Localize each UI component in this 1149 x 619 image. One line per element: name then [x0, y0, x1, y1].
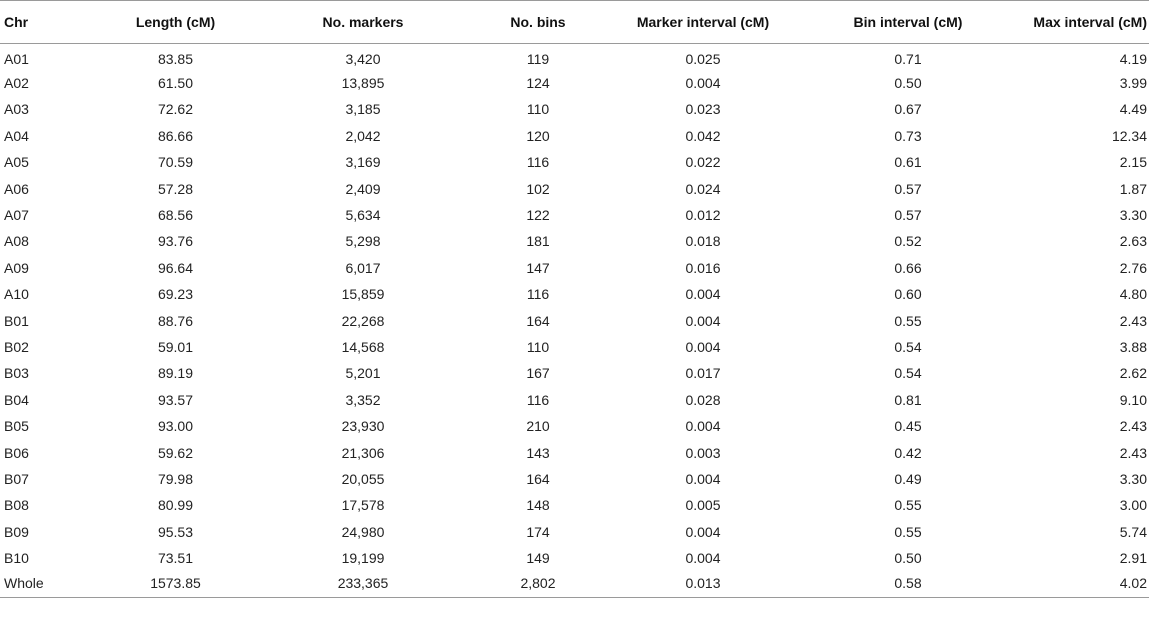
cell-max-interval: 2.91 [1119, 550, 1147, 567]
cell-markers: 2,409 [345, 180, 381, 197]
header-cell-length: Length (cM) [88, 1, 263, 44]
cell-max-interval: 9.10 [1119, 391, 1147, 408]
cell-markers: 19,199 [341, 550, 385, 567]
cell-markers: 3,169 [345, 154, 381, 171]
cell-bins: 149 [526, 550, 550, 567]
cell-markers: 2,042 [345, 127, 381, 144]
cell-marker-interval: 0.013 [613, 571, 793, 597]
cell-marker-interval: 0.024 [685, 180, 721, 197]
cell-bin-interval: 0.55 [894, 312, 922, 329]
cell-length: 93.76 [157, 233, 194, 250]
cell-max-interval: 2.43 [1119, 444, 1147, 461]
cell-bin-interval: 0.57 [894, 180, 922, 197]
cell-length: 57.28 [157, 180, 194, 197]
cell-bins: 210 [526, 418, 550, 435]
cell-bins: 122 [526, 207, 550, 224]
table-row [0, 96, 1149, 122]
table-row [0, 439, 1149, 465]
cell-bins: 119 [526, 50, 550, 67]
cell-length: 59.01 [157, 338, 194, 355]
cell-marker-interval: 0.004 [685, 550, 721, 567]
table-row [0, 492, 1149, 518]
cell-bin-interval: 0.61 [894, 154, 922, 171]
cell-max-interval: 3.30 [1119, 207, 1147, 224]
cell-bin-interval: 0.81 [894, 391, 922, 408]
cell-chr: B06 [4, 444, 29, 461]
table-row [0, 123, 1149, 149]
cell-bins: 110 [526, 101, 550, 118]
cell-marker-interval: 0.018 [685, 233, 721, 250]
table-row [0, 149, 1149, 175]
table-row [0, 307, 1149, 333]
cell-bins: 174 [526, 523, 550, 540]
cell-length: 1573.85 [88, 571, 263, 597]
cell-bin-interval: 0.66 [894, 259, 922, 276]
cell-chr: A04 [4, 127, 29, 144]
cell-max-interval: 2.43 [1119, 312, 1147, 329]
cell-bin-interval: 0.50 [894, 75, 922, 92]
header-cell-markers: No. markers [263, 1, 463, 44]
cell-bins: 120 [526, 127, 550, 144]
header-row [0, 1, 1149, 44]
cell-markers: 15,859 [341, 286, 385, 303]
cell-max-interval: 5.74 [1119, 523, 1147, 540]
cell-max-interval: 2.63 [1119, 233, 1147, 250]
cell-length: 86.66 [157, 127, 194, 144]
cell-length: 96.64 [157, 259, 194, 276]
table-row [0, 228, 1149, 254]
cell-max-interval: 3.30 [1119, 470, 1147, 487]
cell-bin-interval: 0.45 [894, 418, 922, 435]
cell-marker-interval: 0.004 [685, 75, 721, 92]
cell-bin-interval: 0.52 [894, 233, 922, 250]
cell-chr: A02 [4, 75, 29, 92]
cell-marker-interval: 0.028 [685, 391, 721, 408]
table-row [0, 571, 1149, 597]
cell-chr: Whole [0, 571, 88, 597]
table-row [0, 255, 1149, 281]
cell-markers: 233,365 [263, 571, 463, 597]
cell-bin-interval: 0.49 [894, 470, 922, 487]
cell-max-interval: 4.02 [1023, 571, 1149, 597]
cell-chr: B07 [4, 470, 29, 487]
cell-marker-interval: 0.004 [685, 286, 721, 303]
cell-marker-interval: 0.042 [685, 127, 721, 144]
cell-bin-interval: 0.42 [894, 444, 922, 461]
cell-marker-interval: 0.004 [685, 418, 721, 435]
cell-marker-interval: 0.025 [685, 50, 721, 67]
cell-length: 72.62 [157, 101, 194, 118]
table-row [0, 413, 1149, 439]
cell-length: 73.51 [157, 550, 194, 567]
cell-bin-interval: 0.60 [894, 286, 922, 303]
cell-max-interval: 4.49 [1119, 101, 1147, 118]
cell-bins: 167 [526, 365, 550, 382]
cell-bin-interval: 0.57 [894, 207, 922, 224]
cell-marker-interval: 0.022 [685, 154, 721, 171]
cell-chr: A09 [4, 259, 29, 276]
cell-chr: A03 [4, 101, 29, 118]
cell-length: 88.76 [157, 312, 194, 329]
cell-chr: A01 [4, 50, 29, 67]
cell-markers: 22,268 [341, 312, 385, 329]
cell-chr: A10 [4, 286, 29, 303]
cell-bin-interval: 0.54 [894, 338, 922, 355]
cell-bins: 102 [526, 180, 550, 197]
cell-length: 61.50 [157, 75, 194, 92]
cell-marker-interval: 0.004 [685, 312, 721, 329]
cell-bins: 116 [526, 154, 550, 171]
cell-bins: 164 [526, 312, 550, 329]
cell-markers: 14,568 [341, 338, 385, 355]
cell-max-interval: 2.43 [1119, 418, 1147, 435]
table-row [0, 175, 1149, 201]
cell-chr: A06 [4, 180, 29, 197]
cell-marker-interval: 0.005 [685, 497, 721, 514]
cell-chr: B01 [4, 312, 29, 329]
table-header [0, 1, 1149, 44]
table-row [0, 545, 1149, 571]
cell-marker-interval: 0.023 [685, 101, 721, 118]
cell-markers: 20,055 [341, 470, 385, 487]
cell-max-interval: 1.87 [1119, 180, 1147, 197]
cell-bin-interval: 0.58 [793, 571, 1023, 597]
cell-max-interval: 2.76 [1119, 259, 1147, 276]
cell-markers: 21,306 [341, 444, 385, 461]
cell-markers: 13,895 [341, 75, 385, 92]
table-row [0, 44, 1149, 70]
table-row [0, 466, 1149, 492]
cell-chr: B03 [4, 365, 29, 382]
cell-bin-interval: 0.50 [894, 550, 922, 567]
cell-length: 59.62 [157, 444, 194, 461]
cell-max-interval: 12.34 [1111, 127, 1147, 144]
cell-marker-interval: 0.003 [685, 444, 721, 461]
cell-markers: 3,352 [345, 391, 381, 408]
cell-bin-interval: 0.55 [894, 497, 922, 514]
cell-marker-interval: 0.017 [685, 365, 721, 382]
header-cell-bin-interval: Bin interval (cM) [793, 1, 1023, 44]
table-row [0, 519, 1149, 545]
cell-bins: 124 [526, 75, 550, 92]
cell-chr: B10 [4, 550, 29, 567]
cell-length: 83.85 [157, 50, 194, 67]
table-row [0, 70, 1149, 96]
cell-max-interval: 4.80 [1119, 286, 1147, 303]
cell-bin-interval: 0.67 [894, 101, 922, 118]
cell-bins: 148 [526, 497, 550, 514]
cell-chr: B08 [4, 497, 29, 514]
cell-chr: B04 [4, 391, 29, 408]
header-cell-max-interval: Max interval (cM) [1023, 1, 1149, 44]
cell-bins: 181 [526, 233, 550, 250]
cell-chr: B09 [4, 523, 29, 540]
cell-markers: 5,201 [345, 365, 381, 382]
cell-markers: 23,930 [341, 418, 385, 435]
cell-bins: 143 [526, 444, 550, 461]
cell-markers: 5,298 [345, 233, 381, 250]
cell-markers: 3,185 [345, 101, 381, 118]
cell-chr: B05 [4, 418, 29, 435]
cell-bins: 116 [526, 286, 550, 303]
cell-markers: 24,980 [341, 523, 385, 540]
cell-length: 68.56 [157, 207, 194, 224]
cell-bin-interval: 0.73 [894, 127, 922, 144]
cell-chr: B02 [4, 338, 29, 355]
cell-bins: 2,802 [463, 571, 613, 597]
cell-bins: 116 [526, 391, 550, 408]
table-row [0, 334, 1149, 360]
cell-marker-interval: 0.004 [685, 470, 721, 487]
cell-max-interval: 3.99 [1119, 75, 1147, 92]
cell-chr: A07 [4, 207, 29, 224]
cell-max-interval: 2.15 [1119, 154, 1147, 171]
header-cell-chr: Chr [0, 1, 88, 44]
table-row [0, 202, 1149, 228]
table-row [0, 360, 1149, 386]
cell-length: 95.53 [157, 523, 194, 540]
cell-bin-interval: 0.71 [894, 50, 922, 67]
cell-length: 93.00 [157, 418, 194, 435]
cell-marker-interval: 0.004 [685, 523, 721, 540]
cell-bins: 147 [526, 259, 550, 276]
cell-markers: 6,017 [345, 259, 381, 276]
cell-markers: 3,420 [345, 50, 381, 67]
table-body [0, 44, 1149, 598]
cell-length: 80.99 [157, 497, 194, 514]
cell-length: 70.59 [157, 154, 194, 171]
cell-length: 89.19 [157, 365, 194, 382]
cell-marker-interval: 0.016 [685, 259, 721, 276]
cell-marker-interval: 0.004 [685, 338, 721, 355]
table-row [0, 281, 1149, 307]
cell-max-interval: 3.88 [1119, 338, 1147, 355]
cell-bin-interval: 0.54 [894, 365, 922, 382]
cell-marker-interval: 0.012 [685, 207, 721, 224]
cell-bins: 164 [526, 470, 550, 487]
cell-markers: 5,634 [345, 207, 381, 224]
cell-length: 69.23 [157, 286, 194, 303]
cell-max-interval: 2.62 [1119, 365, 1147, 382]
cell-bin-interval: 0.55 [894, 523, 922, 540]
cell-max-interval: 4.19 [1119, 50, 1147, 67]
cell-bins: 110 [526, 338, 550, 355]
cell-length: 93.57 [157, 391, 194, 408]
table-row [0, 387, 1149, 413]
header-cell-marker-interval: Marker interval (cM) [613, 1, 793, 44]
cell-max-interval: 3.00 [1119, 497, 1147, 514]
cell-chr: A05 [4, 154, 29, 171]
header-cell-bins: No. bins [463, 1, 613, 44]
cell-chr: A08 [4, 233, 29, 250]
cell-markers: 17,578 [341, 497, 385, 514]
cell-length: 79.98 [157, 470, 194, 487]
